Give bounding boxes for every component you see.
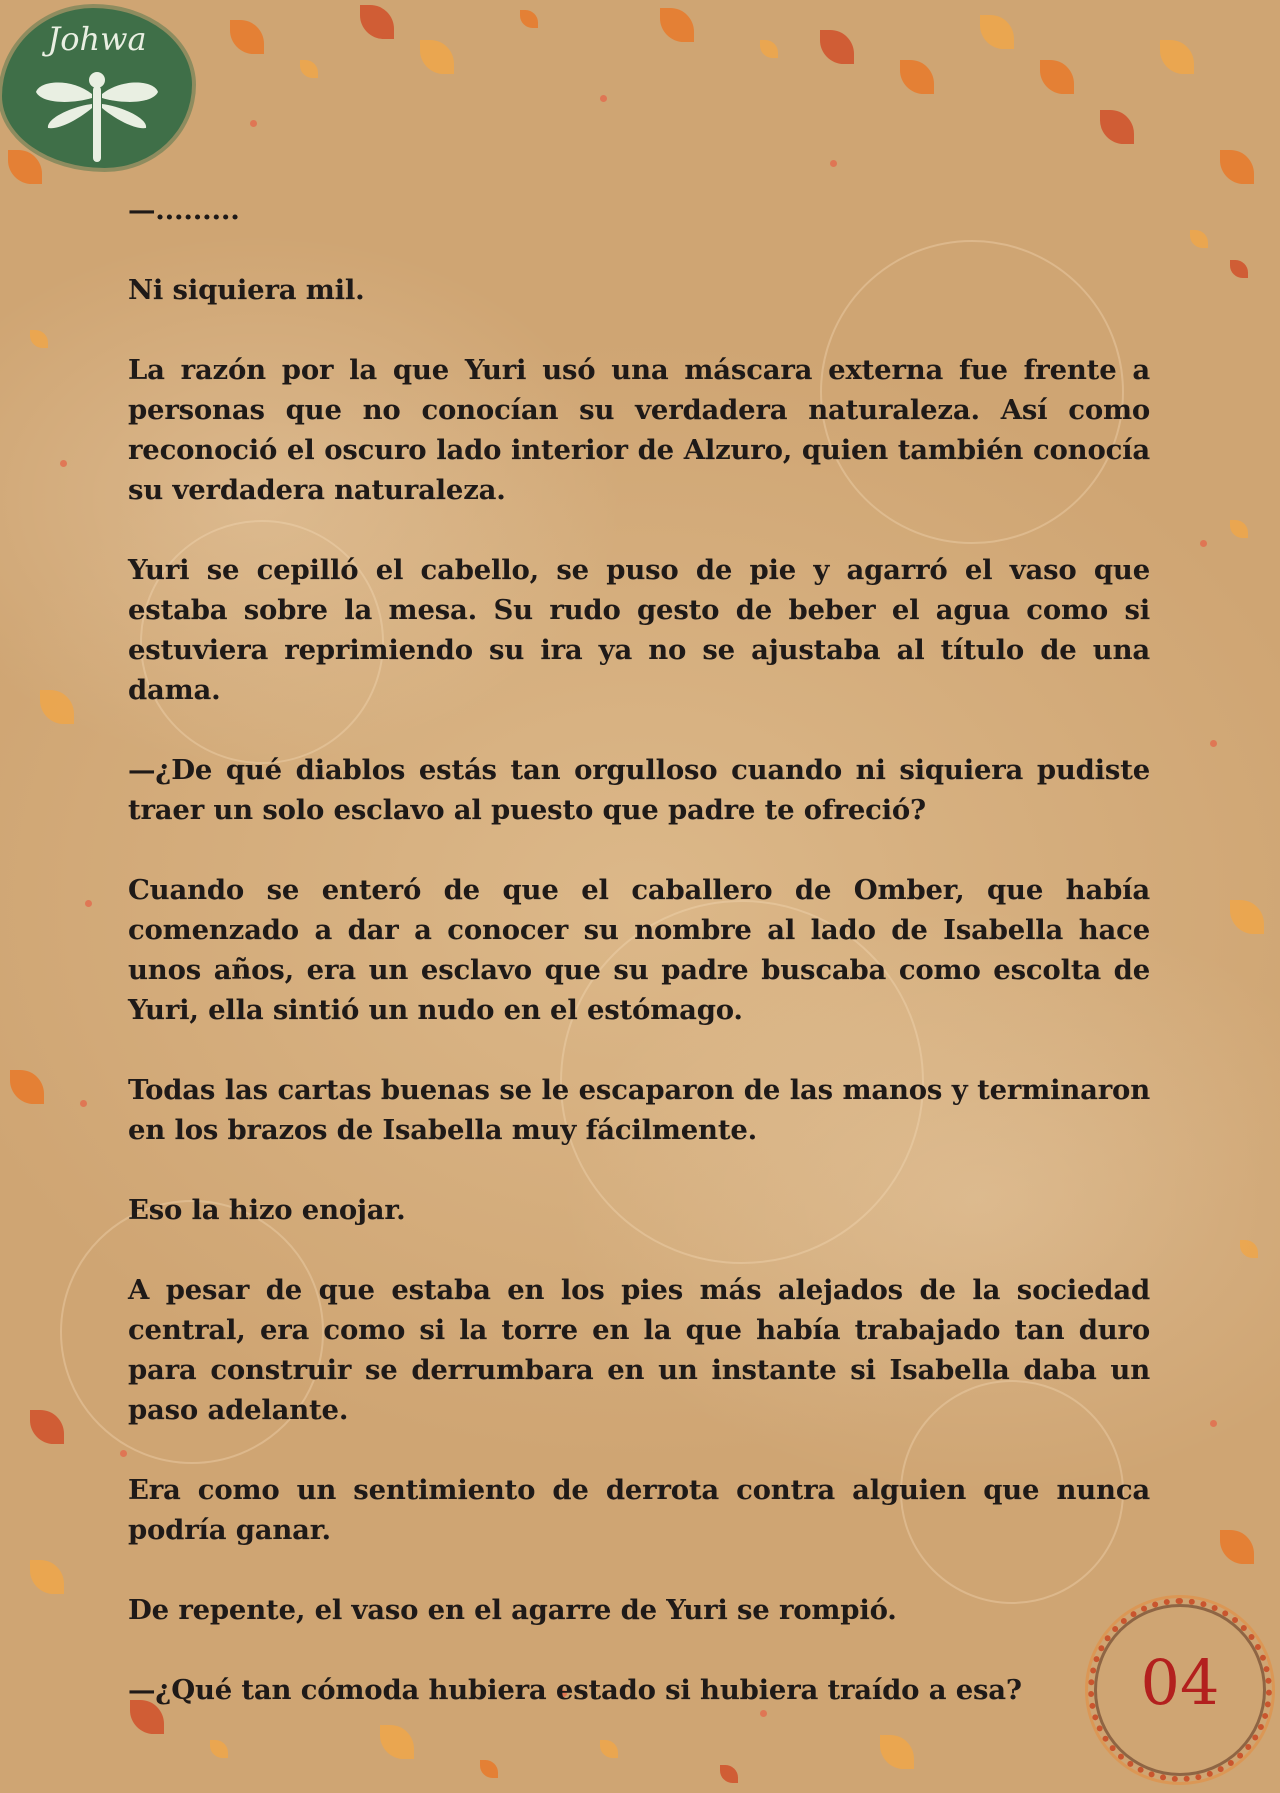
page-number: 04: [1140, 1646, 1220, 1719]
decorative-dot: [760, 1710, 767, 1717]
autumn-leaf-icon: [900, 60, 934, 94]
paragraph: —¿Qué tan cómoda hubiera estado si hubiera traído a esa?: [128, 1674, 1022, 1706]
autumn-leaf-icon: [1230, 520, 1248, 538]
decorative-dot: [250, 120, 257, 127]
johwa-logo: [2, 8, 192, 168]
autumn-leaf-icon: [1160, 40, 1194, 74]
autumn-leaf-icon: [720, 1765, 738, 1783]
decorative-dot: [120, 1450, 127, 1457]
autumn-leaf-icon: [30, 1410, 64, 1444]
autumn-leaf-icon: [420, 40, 454, 74]
autumn-leaf-icon: [30, 330, 48, 348]
decorative-dot: [600, 95, 607, 102]
autumn-leaf-icon: [1220, 150, 1254, 184]
autumn-leaf-icon: [1190, 230, 1208, 248]
decorative-dot: [1200, 540, 1207, 547]
autumn-leaf-icon: [40, 690, 74, 724]
autumn-leaf-icon: [1040, 60, 1074, 94]
decorative-dot: [85, 900, 92, 907]
logo-text: Johwa: [47, 20, 147, 58]
paragraph: Yuri se cepilló el cabello, se puso de pie y agarró el vaso que estaba sobre la mesa. Su rudo gesto de beber el agua como si estuviera reprimiendo su ira ya no se ajustaba al título de una dama.: [128, 554, 1150, 706]
autumn-leaf-icon: [520, 10, 538, 28]
autumn-leaf-icon: [880, 1735, 914, 1769]
paragraph: Era como un sentimiento de derrota contra alguien que nunca podría ganar.: [128, 1474, 1150, 1546]
autumn-leaf-icon: [210, 1740, 228, 1758]
autumn-leaf-icon: [820, 30, 854, 64]
autumn-leaf-icon: [980, 15, 1014, 49]
autumn-leaf-icon: [1230, 260, 1248, 278]
decorative-dot: [830, 160, 837, 167]
decorative-dot: [60, 460, 67, 467]
decorative-dot: [80, 1100, 87, 1107]
autumn-leaf-icon: [1230, 900, 1264, 934]
paragraph: Todas las cartas buenas se le escaparon de las manos y terminaron en los brazos de Isabella muy fácilmente.: [128, 1074, 1150, 1146]
autumn-leaf-icon: [10, 1070, 44, 1104]
autumn-leaf-icon: [230, 20, 264, 54]
paragraph: —¿De qué diablos estás tan orgulloso cuando ni siquiera pudiste traer un solo esclavo al puesto que padre te ofreció?: [128, 754, 1150, 826]
autumn-leaf-icon: [30, 1560, 64, 1594]
autumn-leaf-icon: [360, 5, 394, 39]
paragraph: La razón por la que Yuri usó una máscara externa fue frente a personas que no conocían su verdadera naturaleza. Así como reconoció el oscuro lado interior de Alzuro, quien también conocía su verdadera naturaleza.: [128, 354, 1150, 506]
autumn-leaf-icon: [480, 1760, 498, 1778]
paragraph: —.........: [128, 194, 240, 226]
autumn-leaf-icon: [1240, 1240, 1258, 1258]
paragraph: De repente, el vaso en el agarre de Yuri se rompió.: [128, 1594, 897, 1626]
paragraph: Cuando se enteró de que el caballero de Omber, que había comenzado a dar a conocer su nombre al lado de Isabella hace unos años, era un esclavo que su padre buscaba como escolta de Yuri, ella sintió un nudo en el estómago.: [128, 874, 1150, 1026]
autumn-leaf-icon: [1100, 110, 1134, 144]
paragraph: Eso la hizo enojar.: [128, 1194, 406, 1226]
autumn-leaf-icon: [600, 1740, 618, 1758]
autumn-leaf-icon: [1220, 1530, 1254, 1564]
autumn-leaf-icon: [660, 8, 694, 42]
decorative-dot: [1210, 1420, 1217, 1427]
autumn-leaf-icon: [380, 1725, 414, 1759]
story-text: [128, 190, 1150, 1710]
paragraph: A pesar de que estaba en los pies más alejados de la sociedad central, era como si la torre en la que había trabajado tan duro para construir se derrumbara en un instante si Isabella daba un paso adelante.: [128, 1274, 1150, 1426]
decorative-dot: [1210, 740, 1217, 747]
dragonfly-icon: [32, 70, 162, 165]
paragraph: Ni siquiera mil.: [128, 274, 365, 306]
autumn-leaf-icon: [760, 40, 778, 58]
autumn-leaf-icon: [300, 60, 318, 78]
